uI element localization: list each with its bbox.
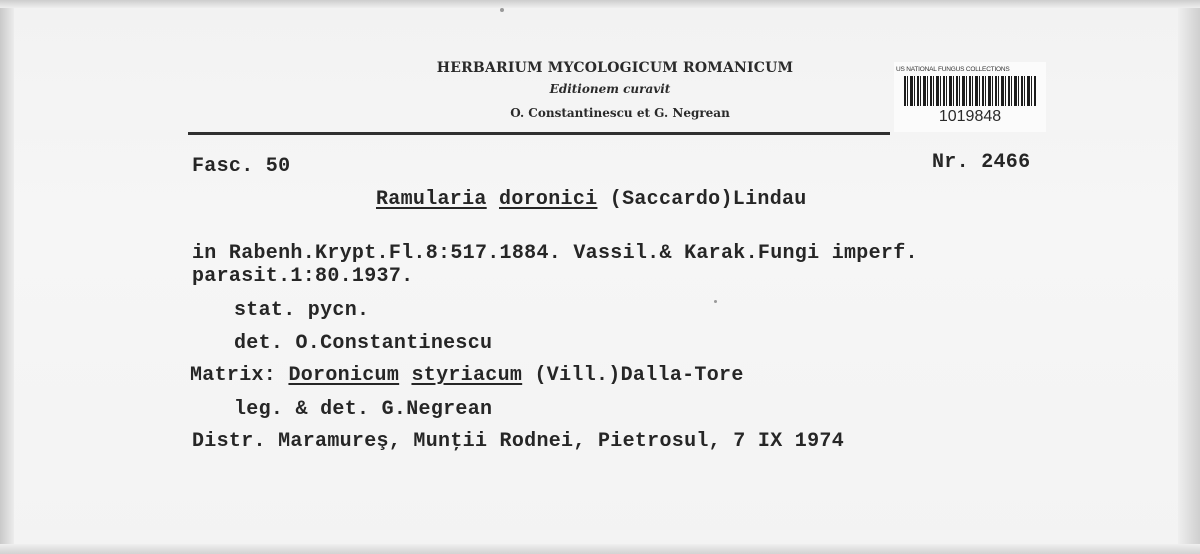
paper-edge-left [0, 0, 14, 554]
paper-edge-top [0, 0, 1200, 8]
barcode-icon [904, 76, 1036, 106]
paper-speck [500, 8, 504, 12]
matrix-line [190, 364, 744, 387]
species-name [376, 188, 807, 211]
determiner-line: det. O.Constantinescu [234, 332, 493, 355]
genus-name: Ramularia [376, 188, 487, 211]
herbarium-subtitle: Editionem curavit [549, 82, 671, 96]
host-authority: (Vill.)Dalla-Tore [534, 364, 744, 387]
host-genus: Doronicum [288, 364, 400, 387]
herbarium-editors: O. Constantinescu et G. Negrean [510, 106, 730, 120]
herbarium-title: HERBARIUM MYCOLOGICUM ROMANICUM [436, 60, 794, 76]
citation-line-1: in Rabenh.Krypt.Fl.8:517.1884. Vassil.& Karak.Fungi imperf. [192, 242, 918, 265]
paper-speck [714, 300, 717, 303]
barcode-number: 1019848 [938, 108, 1002, 125]
paper-edge-bottom [0, 544, 1200, 554]
locality-line: Distr. Maramureş, Munţii Rodnei, Pietrosul, 7 IX 1974 [192, 430, 845, 453]
paper-edge-right [1178, 0, 1200, 554]
barcode-caption: US NATIONAL FUNGUS COLLECTIONS [896, 66, 1010, 73]
fascicle-number: Fasc. 50 [192, 155, 291, 178]
species-epithet: doronici [499, 188, 598, 211]
matrix-label: Matrix: [190, 364, 277, 387]
stage-line: stat. pycn. [234, 299, 370, 322]
citation-line-2: parasit.1:80.1937. [192, 265, 414, 288]
header-divider [188, 132, 890, 135]
specimen-number: Nr. 2466 [932, 151, 1031, 174]
barcode-sticker [894, 62, 1046, 132]
collector-line: leg. & det. G.Negrean [234, 398, 493, 421]
species-authority: (Saccardo)Lindau [609, 188, 807, 211]
host-epithet: styriacum [411, 364, 523, 387]
